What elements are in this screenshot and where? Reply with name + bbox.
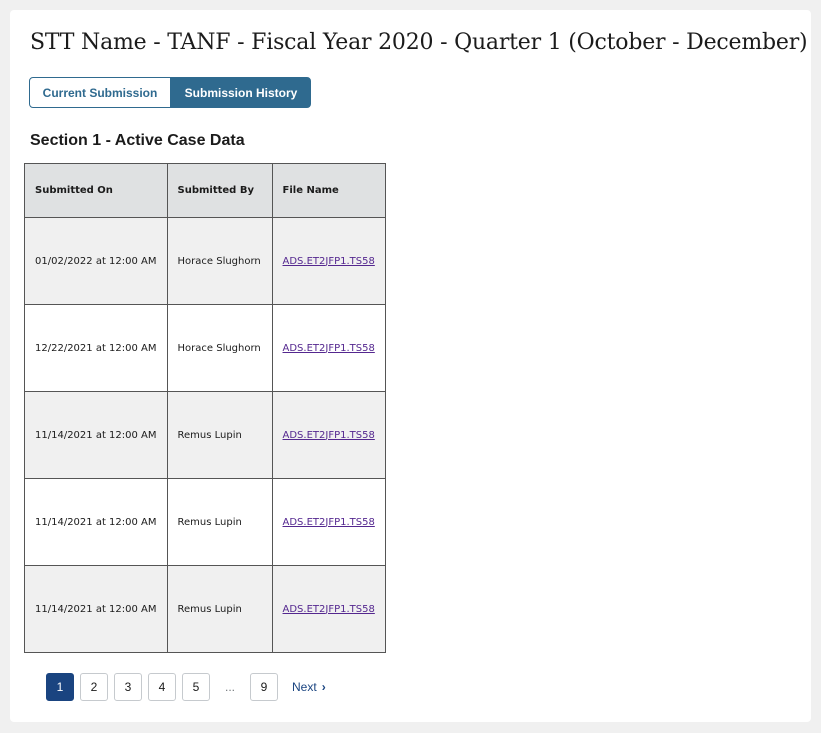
cell-submitted-on: 12/22/2021 at 12:00 AM [25,305,168,392]
next-label: Next [292,680,317,694]
page-button-last[interactable]: 9 [250,673,278,701]
cell-submitted-on: 11/14/2021 at 12:00 AM [25,566,168,653]
column-header-submitted-by: Submitted By [167,164,272,218]
cell-submitted-on: 01/02/2022 at 12:00 AM [25,218,168,305]
table-row [25,566,386,653]
cell-submitted-by: Remus Lupin [167,392,272,479]
pagination [46,673,326,701]
page-button-5[interactable]: 5 [182,673,210,701]
file-link[interactable]: ADS.ET2JFP1.TS58 [282,255,375,267]
submission-tabs [29,77,311,108]
cell-submitted-on: 11/14/2021 at 12:00 AM [25,479,168,566]
cell-file-name [272,218,385,305]
column-header-file-name: File Name [272,164,385,218]
column-header-submitted-on: Submitted On [25,164,168,218]
section-title: Section 1 - Active Case Data [30,132,245,149]
table-row [25,305,386,392]
file-link[interactable]: ADS.ET2JFP1.TS58 [282,603,375,615]
cell-submitted-by: Horace Slughorn [167,218,272,305]
cell-file-name [272,479,385,566]
pagination-ellipsis: ... [224,680,235,694]
cell-file-name [272,305,385,392]
cell-file-name [272,392,385,479]
cell-submitted-by: Remus Lupin [167,479,272,566]
chevron-right-icon: › [321,680,326,694]
file-link[interactable]: ADS.ET2JFP1.TS58 [282,516,375,528]
page-button-2[interactable]: 2 [80,673,108,701]
submission-history-card [10,10,811,722]
table-row [25,218,386,305]
cell-file-name [272,566,385,653]
cell-submitted-on: 11/14/2021 at 12:00 AM [25,392,168,479]
page-button-4[interactable]: 4 [148,673,176,701]
page-title: STT Name - TANF - Fiscal Year 2020 - Quarter 1 (October - December) [30,30,808,55]
submission-history-table [24,163,386,653]
table-header-row [25,164,386,218]
table-row [25,392,386,479]
table-row [25,479,386,566]
tab-submission-history[interactable]: Submission History [171,77,311,108]
next-page-link[interactable] [292,680,326,694]
page-button-1[interactable]: 1 [46,673,74,701]
file-link[interactable]: ADS.ET2JFP1.TS58 [282,429,375,441]
cell-submitted-by: Remus Lupin [167,566,272,653]
cell-submitted-by: Horace Slughorn [167,305,272,392]
tab-current-submission[interactable]: Current Submission [29,77,171,108]
page-button-3[interactable]: 3 [114,673,142,701]
file-link[interactable]: ADS.ET2JFP1.TS58 [282,342,375,354]
